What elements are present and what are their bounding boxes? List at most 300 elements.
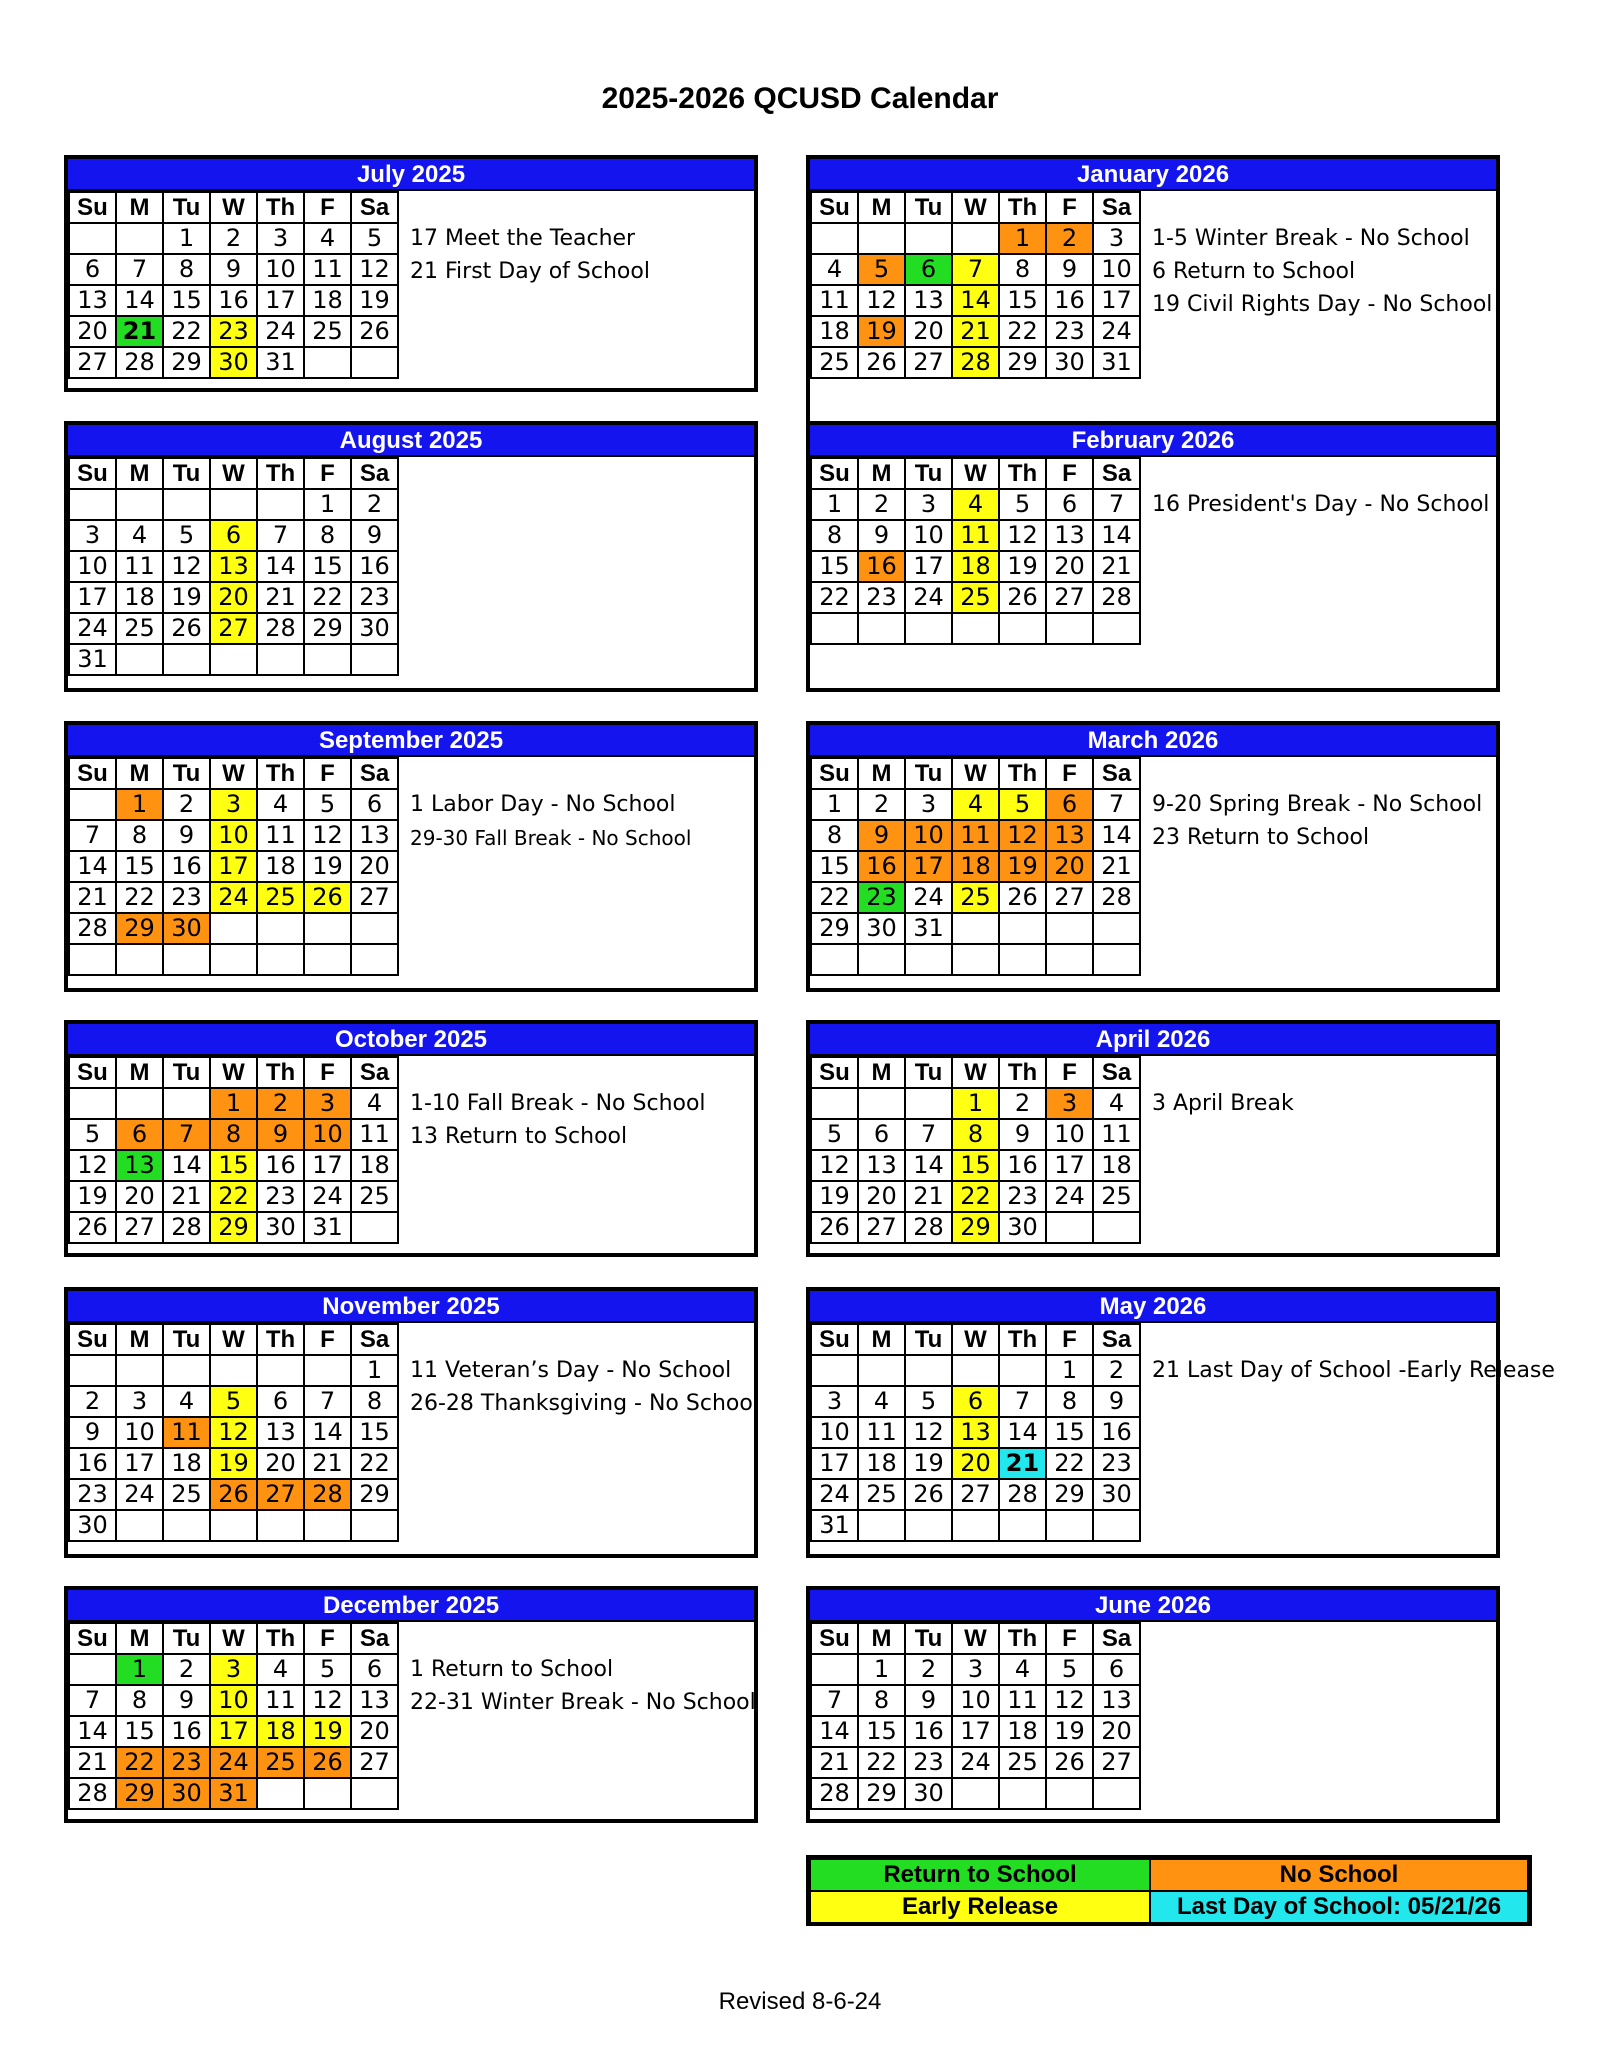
day-cell: 6 bbox=[351, 1654, 398, 1685]
day-cell: 23 bbox=[257, 1181, 304, 1212]
day-cell: 7 bbox=[905, 1119, 952, 1150]
month-calendar bbox=[64, 721, 758, 992]
day-grid bbox=[68, 757, 399, 976]
day-cell: 5 bbox=[999, 489, 1046, 520]
day-cell: 12 bbox=[999, 520, 1046, 551]
weekday-label: Sa bbox=[351, 192, 398, 223]
weekday-header-row bbox=[811, 458, 1140, 489]
month-title: April 2026 bbox=[810, 1024, 1496, 1056]
week-row bbox=[69, 520, 398, 551]
day-cell: 16 bbox=[351, 551, 398, 582]
day-cell: 22 bbox=[116, 1747, 163, 1778]
day-cell: 29 bbox=[304, 613, 351, 644]
day-cell: 25 bbox=[952, 582, 999, 613]
day-cell: 14 bbox=[1093, 520, 1140, 551]
day-cell: 6 bbox=[1046, 789, 1093, 820]
day-cell: 6 bbox=[210, 520, 257, 551]
day-cell: 9 bbox=[858, 820, 905, 851]
day-cell: 21 bbox=[257, 582, 304, 613]
empty-day-cell bbox=[257, 913, 304, 944]
empty-day-cell bbox=[257, 644, 304, 675]
day-cell: 18 bbox=[116, 582, 163, 613]
weekday-label: Th bbox=[257, 1324, 304, 1355]
empty-day-cell bbox=[257, 944, 304, 975]
month-notes bbox=[410, 1087, 758, 1153]
day-cell: 20 bbox=[905, 316, 952, 347]
day-cell: 17 bbox=[210, 851, 257, 882]
legend-early-release: Early Release bbox=[810, 1891, 1150, 1923]
day-cell: 14 bbox=[999, 1417, 1046, 1448]
week-row bbox=[811, 1479, 1140, 1510]
day-cell: 21 bbox=[811, 1747, 858, 1778]
day-cell: 8 bbox=[163, 254, 210, 285]
weekday-label: Sa bbox=[1093, 1324, 1140, 1355]
month-calendar bbox=[806, 1020, 1500, 1257]
day-cell: 30 bbox=[351, 613, 398, 644]
day-cell: 10 bbox=[952, 1685, 999, 1716]
day-cell: 1 bbox=[952, 1088, 999, 1119]
weekday-label: Tu bbox=[905, 1057, 952, 1088]
day-cell: 30 bbox=[858, 913, 905, 944]
empty-day-cell bbox=[257, 489, 304, 520]
legend-no-school: No School bbox=[1150, 1859, 1528, 1891]
day-cell: 13 bbox=[1093, 1685, 1140, 1716]
event-note: 6 Return to School bbox=[1152, 259, 1356, 284]
day-cell: 24 bbox=[210, 882, 257, 913]
day-cell: 26 bbox=[163, 613, 210, 644]
weekday-label: Su bbox=[69, 1623, 116, 1654]
day-cell: 8 bbox=[351, 1386, 398, 1417]
empty-day-cell bbox=[1046, 913, 1093, 944]
day-cell: 4 bbox=[351, 1088, 398, 1119]
empty-day-cell bbox=[69, 1355, 116, 1386]
day-cell: 24 bbox=[952, 1747, 999, 1778]
day-cell: 6 bbox=[116, 1119, 163, 1150]
empty-day-cell bbox=[952, 944, 999, 975]
day-cell: 23 bbox=[1046, 316, 1093, 347]
empty-day-cell bbox=[1093, 944, 1140, 975]
empty-day-cell bbox=[1046, 944, 1093, 975]
weekday-label: F bbox=[304, 458, 351, 489]
day-cell: 27 bbox=[1046, 882, 1093, 913]
day-cell: 13 bbox=[858, 1150, 905, 1181]
empty-day-cell bbox=[1046, 1510, 1093, 1541]
day-grid bbox=[68, 191, 399, 379]
week-row bbox=[69, 1685, 398, 1716]
week-row bbox=[69, 1778, 398, 1809]
empty-day-cell bbox=[69, 223, 116, 254]
day-cell: 13 bbox=[905, 285, 952, 316]
day-cell: 29 bbox=[116, 1778, 163, 1809]
empty-day-cell bbox=[905, 1355, 952, 1386]
day-cell: 7 bbox=[69, 1685, 116, 1716]
weekday-label: M bbox=[858, 1324, 905, 1355]
empty-day-cell bbox=[811, 1355, 858, 1386]
day-cell: 29 bbox=[952, 1212, 999, 1243]
empty-day-cell bbox=[999, 1355, 1046, 1386]
week-row bbox=[811, 1386, 1140, 1417]
month-title: May 2026 bbox=[810, 1291, 1496, 1323]
day-cell: 29 bbox=[210, 1212, 257, 1243]
event-note: 22-31 Winter Break - No School bbox=[410, 1690, 756, 1715]
week-row bbox=[69, 254, 398, 285]
day-cell: 14 bbox=[69, 1716, 116, 1747]
empty-day-cell bbox=[304, 347, 351, 378]
empty-day-cell bbox=[1093, 1778, 1140, 1809]
day-cell: 23 bbox=[905, 1747, 952, 1778]
day-cell: 28 bbox=[116, 347, 163, 378]
empty-day-cell bbox=[163, 944, 210, 975]
week-row bbox=[811, 520, 1140, 551]
day-cell: 12 bbox=[210, 1417, 257, 1448]
day-cell: 6 bbox=[1046, 489, 1093, 520]
empty-day-cell bbox=[69, 1088, 116, 1119]
day-cell: 26 bbox=[1046, 1747, 1093, 1778]
day-cell: 11 bbox=[163, 1417, 210, 1448]
day-cell: 8 bbox=[811, 820, 858, 851]
month-title: September 2025 bbox=[68, 725, 754, 757]
day-cell: 13 bbox=[952, 1417, 999, 1448]
day-cell: 10 bbox=[1093, 254, 1140, 285]
weekday-label: Su bbox=[811, 1623, 858, 1654]
day-cell: 13 bbox=[69, 285, 116, 316]
weekday-header-row bbox=[69, 1324, 398, 1355]
day-cell: 16 bbox=[858, 851, 905, 882]
day-cell: 29 bbox=[858, 1778, 905, 1809]
day-cell: 25 bbox=[351, 1181, 398, 1212]
event-note: 1-5 Winter Break - No School bbox=[1152, 226, 1470, 251]
day-cell: 14 bbox=[905, 1150, 952, 1181]
week-row bbox=[69, 944, 398, 975]
empty-day-cell bbox=[304, 644, 351, 675]
day-cell: 22 bbox=[858, 1747, 905, 1778]
week-row bbox=[69, 1747, 398, 1778]
weekday-label: Tu bbox=[163, 758, 210, 789]
day-cell: 12 bbox=[304, 820, 351, 851]
day-cell: 6 bbox=[905, 254, 952, 285]
day-cell: 12 bbox=[163, 551, 210, 582]
day-cell: 28 bbox=[811, 1778, 858, 1809]
weekday-label: Sa bbox=[1093, 1057, 1140, 1088]
day-cell: 4 bbox=[952, 789, 999, 820]
week-row bbox=[69, 1479, 398, 1510]
weekday-label: M bbox=[858, 758, 905, 789]
day-cell: 11 bbox=[257, 820, 304, 851]
month-title: March 2026 bbox=[810, 725, 1496, 757]
day-cell: 22 bbox=[811, 882, 858, 913]
empty-day-cell bbox=[858, 613, 905, 644]
day-cell: 3 bbox=[905, 789, 952, 820]
week-row bbox=[69, 613, 398, 644]
day-cell: 22 bbox=[116, 882, 163, 913]
day-cell: 24 bbox=[1046, 1181, 1093, 1212]
day-cell: 11 bbox=[952, 520, 999, 551]
day-cell: 20 bbox=[257, 1448, 304, 1479]
day-cell: 28 bbox=[1093, 582, 1140, 613]
empty-day-cell bbox=[952, 1355, 999, 1386]
day-cell: 17 bbox=[1093, 285, 1140, 316]
day-cell: 20 bbox=[210, 582, 257, 613]
weekday-header-row bbox=[69, 458, 398, 489]
week-row bbox=[811, 582, 1140, 613]
day-cell: 28 bbox=[257, 613, 304, 644]
weekday-label: Sa bbox=[1093, 1623, 1140, 1654]
month-calendar bbox=[64, 1020, 758, 1257]
empty-day-cell bbox=[811, 1654, 858, 1685]
weekday-label: Tu bbox=[163, 458, 210, 489]
day-cell: 16 bbox=[858, 551, 905, 582]
week-row bbox=[69, 1654, 398, 1685]
day-cell: 11 bbox=[351, 1119, 398, 1150]
weekday-label: F bbox=[1046, 1057, 1093, 1088]
legend-last-day: Last Day of School: 05/21/26 bbox=[1150, 1891, 1528, 1923]
day-cell: 22 bbox=[811, 582, 858, 613]
empty-day-cell bbox=[257, 1510, 304, 1541]
month-calendar bbox=[64, 1287, 758, 1558]
day-cell: 12 bbox=[858, 285, 905, 316]
day-cell: 9 bbox=[163, 820, 210, 851]
day-cell: 1 bbox=[210, 1088, 257, 1119]
day-cell: 2 bbox=[351, 489, 398, 520]
day-cell: 7 bbox=[1093, 789, 1140, 820]
day-cell: 23 bbox=[858, 882, 905, 913]
day-cell: 1 bbox=[1046, 1355, 1093, 1386]
weekday-label: Su bbox=[69, 1057, 116, 1088]
day-cell: 9 bbox=[905, 1685, 952, 1716]
empty-day-cell bbox=[210, 944, 257, 975]
day-cell: 10 bbox=[116, 1417, 163, 1448]
day-cell: 9 bbox=[1093, 1386, 1140, 1417]
week-row bbox=[811, 789, 1140, 820]
day-cell: 4 bbox=[304, 223, 351, 254]
day-cell: 26 bbox=[69, 1212, 116, 1243]
day-cell: 25 bbox=[257, 882, 304, 913]
week-row bbox=[69, 1417, 398, 1448]
day-cell: 10 bbox=[69, 551, 116, 582]
day-cell: 18 bbox=[952, 551, 999, 582]
day-cell: 16 bbox=[69, 1448, 116, 1479]
weekday-label: Th bbox=[999, 1324, 1046, 1355]
day-cell: 27 bbox=[1046, 582, 1093, 613]
day-cell: 19 bbox=[999, 851, 1046, 882]
week-row bbox=[811, 1212, 1140, 1243]
day-cell: 20 bbox=[1046, 851, 1093, 882]
day-cell: 24 bbox=[257, 316, 304, 347]
day-cell: 29 bbox=[116, 913, 163, 944]
day-cell: 16 bbox=[1046, 285, 1093, 316]
day-cell: 5 bbox=[905, 1386, 952, 1417]
day-cell: 2 bbox=[69, 1386, 116, 1417]
day-cell: 19 bbox=[999, 551, 1046, 582]
day-cell: 1 bbox=[858, 1654, 905, 1685]
day-cell: 1 bbox=[811, 489, 858, 520]
empty-day-cell bbox=[999, 1778, 1046, 1809]
day-cell: 28 bbox=[952, 347, 999, 378]
month-calendar bbox=[806, 421, 1500, 692]
day-cell: 24 bbox=[811, 1479, 858, 1510]
weekday-label: Th bbox=[999, 192, 1046, 223]
day-cell: 1 bbox=[116, 789, 163, 820]
week-row bbox=[69, 347, 398, 378]
day-cell: 22 bbox=[163, 316, 210, 347]
month-notes bbox=[410, 788, 758, 854]
day-cell: 11 bbox=[999, 1685, 1046, 1716]
day-cell: 18 bbox=[858, 1448, 905, 1479]
day-cell: 28 bbox=[304, 1479, 351, 1510]
empty-day-cell bbox=[351, 1778, 398, 1809]
week-row bbox=[69, 1355, 398, 1386]
empty-day-cell bbox=[210, 644, 257, 675]
day-cell: 31 bbox=[257, 347, 304, 378]
day-cell: 14 bbox=[163, 1150, 210, 1181]
day-cell: 21 bbox=[304, 1448, 351, 1479]
empty-day-cell bbox=[999, 913, 1046, 944]
week-row bbox=[69, 1181, 398, 1212]
day-cell: 4 bbox=[1093, 1088, 1140, 1119]
weekday-label: F bbox=[1046, 1623, 1093, 1654]
day-cell: 12 bbox=[69, 1150, 116, 1181]
weekday-label: M bbox=[116, 1057, 163, 1088]
day-cell: 23 bbox=[163, 882, 210, 913]
empty-day-cell bbox=[116, 1088, 163, 1119]
day-cell: 15 bbox=[999, 285, 1046, 316]
day-cell: 3 bbox=[811, 1386, 858, 1417]
day-cell: 7 bbox=[1093, 489, 1140, 520]
day-cell: 24 bbox=[905, 582, 952, 613]
day-cell: 18 bbox=[257, 1716, 304, 1747]
empty-day-cell bbox=[257, 1355, 304, 1386]
weekday-header-row bbox=[69, 192, 398, 223]
empty-day-cell bbox=[905, 1510, 952, 1541]
day-cell: 19 bbox=[905, 1448, 952, 1479]
empty-day-cell bbox=[163, 489, 210, 520]
day-cell: 17 bbox=[210, 1716, 257, 1747]
day-cell: 18 bbox=[1093, 1150, 1140, 1181]
day-cell: 24 bbox=[1093, 316, 1140, 347]
empty-day-cell bbox=[351, 913, 398, 944]
day-cell: 24 bbox=[304, 1181, 351, 1212]
month-calendar bbox=[806, 1287, 1555, 1558]
day-cell: 28 bbox=[905, 1212, 952, 1243]
day-cell: 12 bbox=[304, 1685, 351, 1716]
day-grid bbox=[810, 191, 1141, 379]
weekday-label: W bbox=[952, 458, 999, 489]
week-row bbox=[811, 613, 1140, 644]
weekday-header-row bbox=[811, 1057, 1140, 1088]
weekday-label: Tu bbox=[905, 1324, 952, 1355]
event-note: 17 Meet the Teacher bbox=[410, 226, 636, 251]
weekday-label: M bbox=[116, 192, 163, 223]
weekday-label: Tu bbox=[905, 758, 952, 789]
day-cell: 15 bbox=[811, 851, 858, 882]
day-cell: 7 bbox=[69, 820, 116, 851]
day-cell: 6 bbox=[351, 789, 398, 820]
day-cell: 28 bbox=[69, 913, 116, 944]
week-row bbox=[69, 913, 398, 944]
weekday-label: W bbox=[210, 1057, 257, 1088]
day-cell: 14 bbox=[304, 1417, 351, 1448]
day-cell: 5 bbox=[858, 254, 905, 285]
day-cell: 12 bbox=[811, 1150, 858, 1181]
week-row bbox=[69, 1150, 398, 1181]
weekday-label: W bbox=[952, 1057, 999, 1088]
empty-day-cell bbox=[1093, 1510, 1140, 1541]
day-cell: 31 bbox=[304, 1212, 351, 1243]
day-cell: 24 bbox=[210, 1747, 257, 1778]
weekday-label: Tu bbox=[163, 1623, 210, 1654]
empty-day-cell bbox=[210, 1510, 257, 1541]
week-row bbox=[811, 851, 1140, 882]
weekday-label: W bbox=[952, 192, 999, 223]
weekday-label: Sa bbox=[351, 1057, 398, 1088]
empty-day-cell bbox=[999, 613, 1046, 644]
empty-day-cell bbox=[116, 1355, 163, 1386]
empty-day-cell bbox=[351, 347, 398, 378]
page-title: 2025-2026 QCUSD Calendar bbox=[601, 82, 999, 115]
month-title: July 2025 bbox=[68, 159, 754, 191]
day-grid bbox=[68, 1056, 399, 1244]
weekday-label: W bbox=[210, 1324, 257, 1355]
day-cell: 16 bbox=[210, 285, 257, 316]
day-cell: 26 bbox=[905, 1479, 952, 1510]
day-cell: 11 bbox=[304, 254, 351, 285]
event-note: 16 President's Day - No School bbox=[1152, 492, 1490, 517]
empty-day-cell bbox=[858, 944, 905, 975]
day-cell: 2 bbox=[1046, 223, 1093, 254]
weekday-label: F bbox=[1046, 192, 1093, 223]
weekday-header-row bbox=[69, 1623, 398, 1654]
week-row bbox=[811, 1355, 1140, 1386]
day-cell: 27 bbox=[351, 882, 398, 913]
weekday-label: Th bbox=[257, 192, 304, 223]
weekday-label: F bbox=[1046, 458, 1093, 489]
empty-day-cell bbox=[1046, 1778, 1093, 1809]
day-cell: 13 bbox=[351, 820, 398, 851]
weekday-label: M bbox=[858, 1057, 905, 1088]
day-cell: 31 bbox=[210, 1778, 257, 1809]
month-title: June 2026 bbox=[810, 1590, 1496, 1622]
empty-day-cell bbox=[304, 944, 351, 975]
day-cell: 6 bbox=[69, 254, 116, 285]
day-cell: 5 bbox=[304, 789, 351, 820]
day-cell: 2 bbox=[163, 789, 210, 820]
day-cell: 4 bbox=[811, 254, 858, 285]
day-cell: 4 bbox=[999, 1654, 1046, 1685]
day-cell: 3 bbox=[210, 1654, 257, 1685]
week-row bbox=[69, 1088, 398, 1119]
day-cell: 30 bbox=[257, 1212, 304, 1243]
month-title: January 2026 bbox=[810, 159, 1496, 191]
weekday-label: Sa bbox=[351, 458, 398, 489]
day-cell: 20 bbox=[351, 851, 398, 882]
day-cell: 18 bbox=[163, 1448, 210, 1479]
week-row bbox=[69, 789, 398, 820]
empty-day-cell bbox=[163, 1355, 210, 1386]
day-cell: 13 bbox=[257, 1417, 304, 1448]
day-cell: 8 bbox=[116, 1685, 163, 1716]
day-cell: 25 bbox=[304, 316, 351, 347]
week-row bbox=[69, 316, 398, 347]
day-cell: 20 bbox=[952, 1448, 999, 1479]
weekday-label: Th bbox=[257, 458, 304, 489]
day-cell: 15 bbox=[116, 851, 163, 882]
day-cell: 31 bbox=[811, 1510, 858, 1541]
empty-day-cell bbox=[811, 613, 858, 644]
weekday-label: Sa bbox=[351, 1324, 398, 1355]
weekday-label: Th bbox=[999, 458, 1046, 489]
week-row bbox=[69, 882, 398, 913]
week-row bbox=[811, 1417, 1140, 1448]
